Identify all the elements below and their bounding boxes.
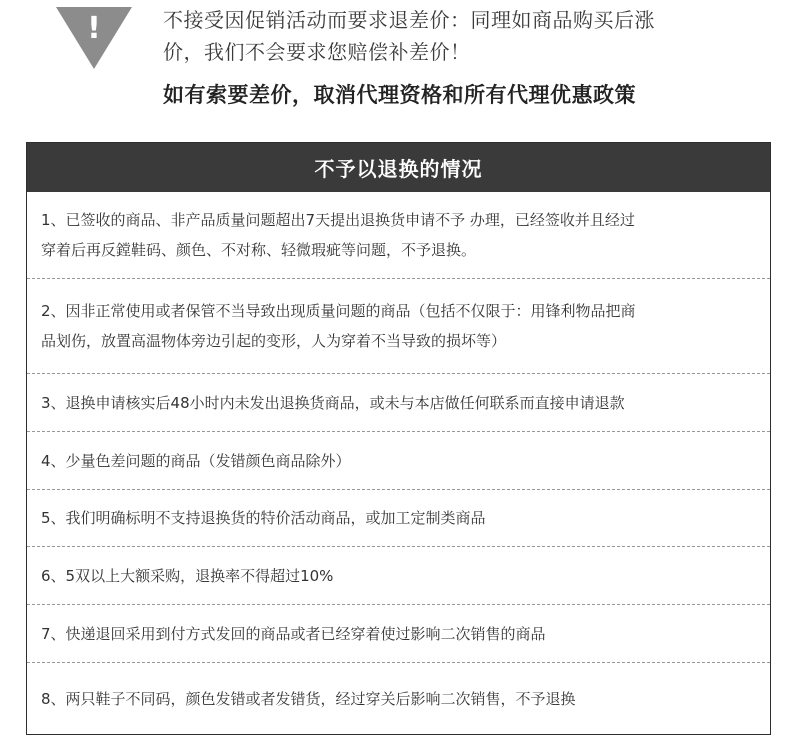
notice-line-2: 价，我们不会要求您赔偿补差价！ bbox=[163, 40, 471, 64]
row-text-line: 3、退换申请核实后48小时内未发出退换货商品，或未与本店做任何联系而直接申请退款 bbox=[41, 393, 625, 412]
table-header: 不予以退换的情况 bbox=[27, 143, 770, 192]
notice-bold-line: 如有索要差价，取消代理资格和所有代理优惠政策 bbox=[163, 83, 636, 107]
table-row bbox=[27, 547, 770, 605]
row-text-line: 4、少量色差问题的商品（发错颜色商品除外） bbox=[41, 451, 351, 470]
notice-text bbox=[163, 4, 763, 109]
row-text-line: 品划伤，放置高温物体旁边引起的变形，人为穿着不当导致的损坏等） bbox=[41, 332, 507, 350]
table-row bbox=[27, 279, 770, 374]
row-text-line: 6、5双以上大额采购，退换率不得超过10% bbox=[41, 566, 334, 585]
table-row bbox=[27, 374, 770, 432]
row-text-line: 8、两只鞋子不同码，颜色发错或者发错货，经过穿关后影响二次销售，不予退换 bbox=[41, 689, 576, 708]
table-row bbox=[27, 605, 770, 663]
table-row bbox=[27, 490, 770, 547]
table-row bbox=[27, 432, 770, 490]
row-text-line: 7、快递退回采用到付方式发回的商品或者已经穿着使过影响二次销售的商品 bbox=[41, 624, 546, 643]
row-text-line: 穿着后再反鏜鞋码、颜色、不对称、轻微瑕疵等问题，不予退换。 bbox=[41, 241, 477, 259]
table-row bbox=[27, 192, 770, 279]
no-return-table bbox=[26, 142, 771, 735]
row-text-line: 1、已签收的商品、非产品质量问题超出7天提出退换货申请不予 办理，已经签收并且经过 bbox=[41, 211, 635, 229]
notice-line-1: 不接受因促销活动而要求退差价：同理如商品购买后涨 bbox=[163, 8, 655, 32]
warning-exclamation: ! bbox=[87, 11, 101, 46]
row-text-line: 2、因非正常使用或者保管不当导致出现质量问题的商品（包括不仅限于：用锋利物品把商 bbox=[41, 302, 636, 320]
warning-triangle-icon bbox=[56, 7, 132, 69]
table-row bbox=[27, 663, 770, 734]
row-text-line: 5、我们明确标明不支持退换货的特价活动商品，或加工定制类商品 bbox=[41, 509, 486, 527]
